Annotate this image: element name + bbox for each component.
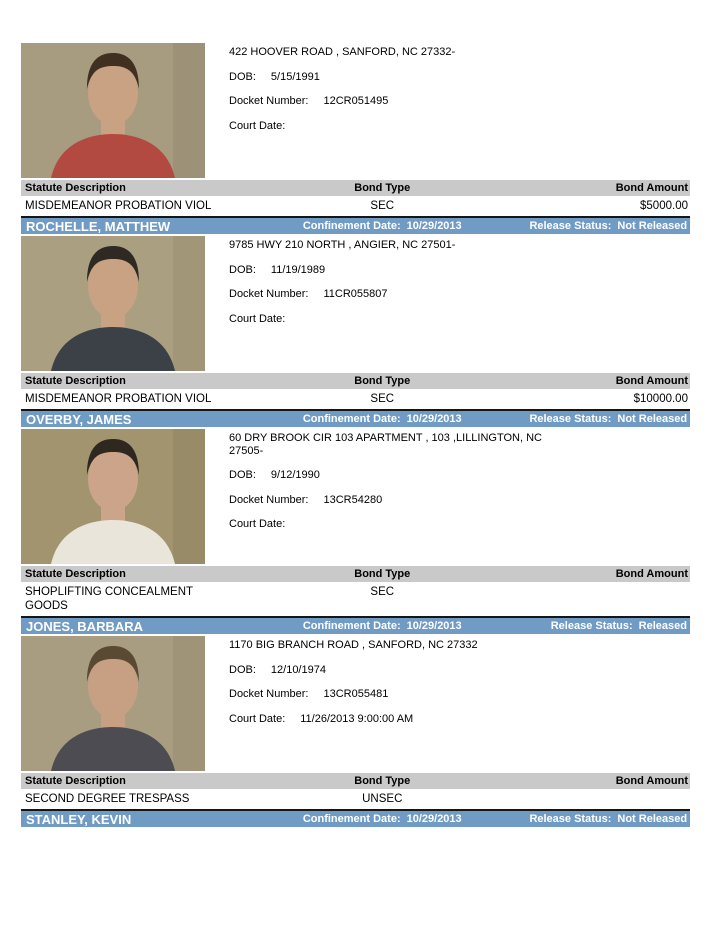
docket-value: 13CR54280 [323,493,383,506]
inmate-address: 9785 HWY 210 NORTH , ANGIER, NC 27501- [229,239,456,251]
inmate-details [229,236,551,371]
inmate-name: OVERBY, JAMES [26,411,132,427]
charge-bond-type: SEC [370,586,395,598]
mugshot-photo [21,429,205,564]
confinement-date-value: 10/29/2013 [406,220,462,232]
inmate-docket-line [229,688,551,701]
confinement-date-value: 10/29/2013 [406,413,462,425]
release-status-value: Released [638,620,687,632]
charges-table-header [21,773,690,789]
inmate-record [21,409,690,616]
charge-bond-amount: $5000.00 [640,200,688,212]
confinement-date-value: 10/29/2013 [406,813,462,825]
docket-label: Docket Number: [229,493,309,506]
mugshot-photo [21,636,205,771]
statute-description-header: Statute Description [25,568,126,580]
inmate-court-date-line [229,313,551,326]
inmate-dob-line [229,469,551,482]
docket-label: Docket Number: [229,688,309,700]
statute-description-header: Statute Description [25,775,126,787]
charges-table-header [21,180,690,196]
charge-statute: MISDEMEANOR PROBATION VIOL [25,200,212,212]
confinement-date-label: Confinement Date: [302,413,401,425]
inmate-dob-line [229,664,551,677]
bond-amount-header: Bond Amount [615,568,688,580]
release-status-value: Not Released [617,413,688,425]
dob-value: 5/15/1991 [270,70,320,83]
confinement-date [235,620,529,632]
inmate-docket-line [229,494,551,507]
release-status-label: Release Status: [529,220,612,232]
charge-bond-amount: $10000.00 [633,393,688,405]
inmate-record-body [21,43,690,178]
charge-row [21,789,690,809]
inmate-dob-line [229,264,551,277]
inmate-record [21,809,690,827]
dob-label: DOB: [229,469,256,481]
inmate-record-body [21,236,690,371]
inmate-record-body [21,636,690,771]
dob-value: 11/19/1989 [270,263,326,276]
inmate-court-date-line [229,518,551,531]
confinement-date-label: Confinement Date: [302,220,401,232]
charge-statute: SHOPLIFTING CONCEALMENT GOODS [25,586,193,612]
court-date-value: 11/26/2013 9:00:00 AM [300,712,414,725]
docket-value: 12CR051495 [323,95,389,107]
inmate-record [21,43,690,216]
court-date-label: Court Date: [229,712,286,725]
confinement-date [235,813,529,825]
inmate-name-bar [21,216,690,234]
release-status [529,413,690,425]
statute-description-header: Statute Description [25,182,126,194]
inmate-address: 1170 BIG BRANCH ROAD , SANFORD, NC 27332 [229,639,478,651]
inmate-record [21,616,690,809]
inmate-details [229,636,551,771]
court-date-label: Court Date: [229,119,286,132]
charge-bond-type: UNSEC [362,793,403,805]
bond-amount-header: Bond Amount [615,375,688,387]
release-status [529,813,690,825]
inmate-docket-line [229,288,551,301]
charge-bond-type: SEC [370,200,395,212]
inmate-record [21,216,690,409]
inmate-name-bar [21,809,690,827]
inmate-name: STANLEY, KEVIN [26,811,132,827]
mugshot-photo [21,236,205,371]
release-status-value: Not Released [617,813,688,825]
statute-description-header: Statute Description [25,375,126,387]
charges-table-header [21,373,690,389]
dob-value: 9/12/1990 [270,469,320,481]
docket-value: 13CR055481 [323,688,389,700]
inmate-name: JONES, BARBARA [26,618,144,634]
inmate-court-date-line [229,120,551,133]
inmate-name-bar [21,616,690,634]
inmate-record-body [21,429,690,564]
release-status [529,220,690,232]
dob-value: 12/10/1974 [270,663,326,676]
confinement-date-label: Confinement Date: [302,620,401,632]
release-status-label: Release Status: [529,413,612,425]
court-date-label: Court Date: [229,518,286,530]
bond-type-header: Bond Type [354,775,411,787]
charge-statute: MISDEMEANOR PROBATION VIOL [25,393,212,405]
charge-bond-type: SEC [370,393,395,405]
charges-table [21,180,690,216]
inmate-details [229,43,551,178]
inmate-name-bar [21,409,690,427]
inmate-details [229,429,551,564]
charges-table [21,773,690,809]
charges-table [21,566,690,616]
charges-table [21,373,690,409]
dob-label: DOB: [229,70,256,83]
confinement-date-label: Confinement Date: [302,813,401,825]
inmate-dob-line [229,71,551,84]
confinement-date-value: 10/29/2013 [406,620,462,632]
court-date-label: Court Date: [229,312,286,325]
inmate-court-date-line [229,713,551,726]
charge-row [21,196,690,216]
charge-row [21,582,690,616]
dob-label: DOB: [229,263,256,276]
bond-type-header: Bond Type [354,568,411,580]
charge-bond-amount [529,585,690,613]
bond-type-header: Bond Type [354,375,411,387]
charge-statute: SECOND DEGREE TRESPASS [25,793,190,805]
inmate-address: 60 DRY BROOK CIR 103 APARTMENT , 103 ,LILLINGTON, NC 27505- [229,432,543,457]
inmate-name: ROCHELLE, MATTHEW [26,218,171,234]
docket-label: Docket Number: [229,95,309,107]
release-status-label: Release Status: [550,620,633,632]
charge-row [21,389,690,409]
charge-bond-amount [529,792,690,806]
release-status [529,620,690,632]
inmate-address: 422 HOOVER ROAD , SANFORD, NC 27332- [229,46,456,58]
charges-table-header [21,566,690,582]
inmate-docket-line [229,95,551,108]
confinement-date [235,220,529,232]
release-status-value: Not Released [617,220,688,232]
release-status-label: Release Status: [529,813,612,825]
bond-type-header: Bond Type [354,182,411,194]
dob-label: DOB: [229,663,256,676]
confinement-date [235,413,529,425]
docket-label: Docket Number: [229,288,309,300]
docket-value: 11CR055807 [323,288,388,300]
bond-amount-header: Bond Amount [615,182,688,194]
bond-amount-header: Bond Amount [615,775,688,787]
mugshot-photo [21,43,205,178]
